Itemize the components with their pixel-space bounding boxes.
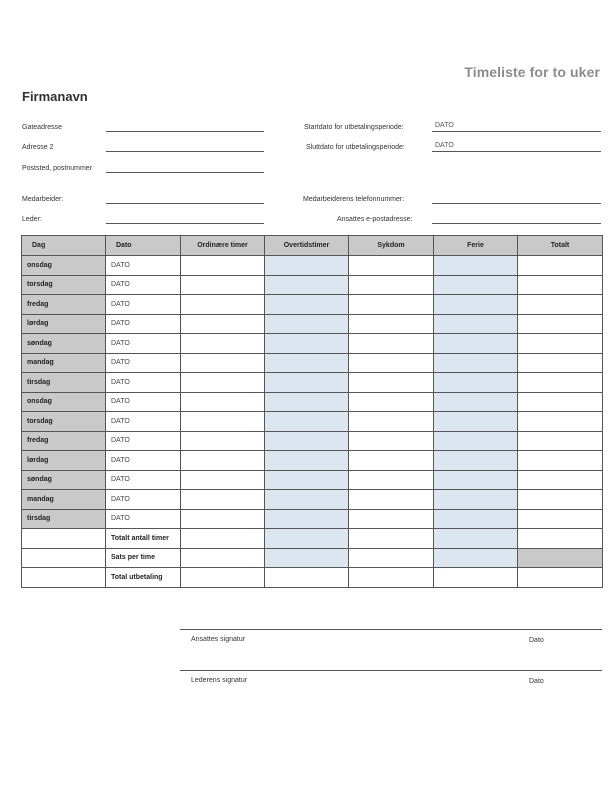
col-header-sick: Sykdom bbox=[349, 236, 434, 256]
overtime-hours-cell[interactable] bbox=[265, 451, 349, 471]
total-hours-cell[interactable] bbox=[518, 451, 603, 471]
summary-label: Sats per time bbox=[106, 548, 181, 568]
vacation-hours-cell[interactable] bbox=[434, 451, 518, 471]
overtime-hours-cell[interactable] bbox=[265, 412, 349, 432]
regular-hours-cell[interactable] bbox=[181, 295, 265, 315]
date-cell[interactable]: DATO bbox=[106, 334, 181, 354]
manager-signature-label: Lederens signatur bbox=[191, 677, 248, 684]
overtime-hours-cell[interactable] bbox=[265, 470, 349, 490]
payout-sick-cell[interactable] bbox=[349, 568, 434, 588]
sick-hours-cell[interactable] bbox=[349, 392, 434, 412]
rate-sick-cell[interactable] bbox=[349, 548, 434, 568]
total-hours-cell[interactable] bbox=[518, 412, 603, 432]
start-date-label: Startdato for utbetalingsperiode: bbox=[304, 124, 404, 131]
date-cell[interactable]: DATO bbox=[106, 412, 181, 432]
table-row bbox=[22, 373, 603, 393]
vacation-hours-cell[interactable] bbox=[434, 470, 518, 490]
vacation-hours-cell[interactable] bbox=[434, 314, 518, 334]
date-cell[interactable]: DATO bbox=[106, 353, 181, 373]
total-hours-cell[interactable] bbox=[518, 314, 603, 334]
vacation-hours-cell[interactable] bbox=[434, 334, 518, 354]
sick-hours-cell[interactable] bbox=[349, 295, 434, 315]
postal-field[interactable] bbox=[106, 172, 264, 173]
regular-hours-cell[interactable] bbox=[181, 353, 265, 373]
day-cell: fredag bbox=[22, 431, 106, 451]
regular-hours-cell[interactable] bbox=[181, 392, 265, 412]
day-cell: onsdag bbox=[22, 392, 106, 412]
postal-label: Poststed, postnummer bbox=[22, 165, 93, 172]
page-title: Timeliste for to uker bbox=[464, 64, 600, 80]
vacation-hours-cell[interactable] bbox=[434, 392, 518, 412]
sick-hours-cell[interactable] bbox=[349, 275, 434, 295]
day-cell: søndag bbox=[22, 470, 106, 490]
sick-hours-cell[interactable] bbox=[349, 412, 434, 432]
phone-field[interactable] bbox=[432, 203, 601, 204]
manager-signature-line[interactable] bbox=[180, 670, 602, 671]
regular-hours-cell[interactable] bbox=[181, 412, 265, 432]
total-sick-cell[interactable] bbox=[349, 529, 434, 549]
vacation-hours-cell[interactable] bbox=[434, 353, 518, 373]
col-header-day: Dag bbox=[22, 236, 106, 256]
end-date-field[interactable] bbox=[432, 151, 601, 152]
sick-hours-cell[interactable] bbox=[349, 334, 434, 354]
total-hours-cell[interactable] bbox=[518, 509, 603, 529]
regular-hours-cell[interactable] bbox=[181, 334, 265, 354]
col-header-overtime: Overtidstimer bbox=[265, 236, 349, 256]
date-cell[interactable]: DATO bbox=[106, 314, 181, 334]
manager-field[interactable] bbox=[106, 223, 264, 224]
date-cell[interactable]: DATO bbox=[106, 451, 181, 471]
total-hours-cell[interactable] bbox=[518, 431, 603, 451]
table-row bbox=[22, 509, 603, 529]
table-row bbox=[22, 295, 603, 315]
vacation-hours-cell[interactable] bbox=[434, 431, 518, 451]
overtime-hours-cell[interactable] bbox=[265, 392, 349, 412]
day-cell: tirsdag bbox=[22, 373, 106, 393]
vacation-hours-cell[interactable] bbox=[434, 275, 518, 295]
sick-hours-cell[interactable] bbox=[349, 314, 434, 334]
col-header-total: Totalt bbox=[518, 236, 603, 256]
company-name: Firmanavn bbox=[22, 89, 88, 104]
vacation-hours-cell[interactable] bbox=[434, 490, 518, 510]
employee-signature-date-label: Dato bbox=[529, 637, 544, 644]
timesheet-table bbox=[21, 235, 603, 588]
total-hours-cell[interactable] bbox=[518, 392, 603, 412]
regular-hours-cell[interactable] bbox=[181, 509, 265, 529]
table-header-row bbox=[22, 236, 603, 256]
summary-label: Totalt antall timer bbox=[106, 529, 181, 549]
total-hours-cell[interactable] bbox=[518, 353, 603, 373]
date-cell[interactable]: DATO bbox=[106, 431, 181, 451]
employee-signature-line[interactable] bbox=[180, 629, 602, 630]
regular-hours-cell[interactable] bbox=[181, 490, 265, 510]
regular-hours-cell[interactable] bbox=[181, 470, 265, 490]
day-cell: torsdag bbox=[22, 412, 106, 432]
vacation-hours-cell[interactable] bbox=[434, 295, 518, 315]
regular-hours-cell[interactable] bbox=[181, 256, 265, 276]
rate-overtime-cell[interactable] bbox=[265, 548, 349, 568]
date-cell[interactable]: DATO bbox=[106, 275, 181, 295]
col-header-regular: Ordinære timer bbox=[181, 236, 265, 256]
day-cell: torsdag bbox=[22, 275, 106, 295]
email-field[interactable] bbox=[432, 223, 601, 224]
start-date-value: DATO bbox=[435, 122, 454, 129]
summary-row-payout bbox=[22, 568, 603, 588]
day-cell: lørdag bbox=[22, 451, 106, 471]
total-regular-cell[interactable] bbox=[181, 529, 265, 549]
table-row bbox=[22, 275, 603, 295]
date-cell[interactable]: DATO bbox=[106, 295, 181, 315]
table-row bbox=[22, 470, 603, 490]
summary-row-total-hours bbox=[22, 529, 603, 549]
overtime-hours-cell[interactable] bbox=[265, 314, 349, 334]
employee-signature-label: Ansattes signatur bbox=[191, 636, 246, 643]
sick-hours-cell[interactable] bbox=[349, 431, 434, 451]
overtime-hours-cell[interactable] bbox=[265, 353, 349, 373]
end-date-label: Sluttdato for utbetalingsperiode: bbox=[306, 144, 405, 151]
sick-hours-cell[interactable] bbox=[349, 353, 434, 373]
overtime-hours-cell[interactable] bbox=[265, 256, 349, 276]
street-label: Gateadresse bbox=[22, 124, 63, 131]
total-hours-cell[interactable] bbox=[518, 373, 603, 393]
day-cell: lørdag bbox=[22, 314, 106, 334]
total-vacation-cell[interactable] bbox=[434, 529, 518, 549]
total-hours-cell[interactable] bbox=[518, 275, 603, 295]
regular-hours-cell[interactable] bbox=[181, 373, 265, 393]
regular-hours-cell[interactable] bbox=[181, 431, 265, 451]
table-row bbox=[22, 353, 603, 373]
vacation-hours-cell[interactable] bbox=[434, 412, 518, 432]
total-hours-cell[interactable] bbox=[518, 256, 603, 276]
overtime-hours-cell[interactable] bbox=[265, 431, 349, 451]
overtime-hours-cell[interactable] bbox=[265, 509, 349, 529]
overtime-hours-cell[interactable] bbox=[265, 490, 349, 510]
sick-hours-cell[interactable] bbox=[349, 470, 434, 490]
summary-label: Total utbetaling bbox=[106, 568, 181, 588]
regular-hours-cell[interactable] bbox=[181, 275, 265, 295]
address2-label: Adresse 2 bbox=[22, 144, 54, 151]
sick-hours-cell[interactable] bbox=[349, 256, 434, 276]
day-cell: fredag bbox=[22, 295, 106, 315]
sick-hours-cell[interactable] bbox=[349, 373, 434, 393]
table-row bbox=[22, 314, 603, 334]
table-row bbox=[22, 451, 603, 471]
date-cell[interactable]: DATO bbox=[106, 470, 181, 490]
rate-vacation-cell[interactable] bbox=[434, 548, 518, 568]
sick-hours-cell[interactable] bbox=[349, 451, 434, 471]
sick-hours-cell[interactable] bbox=[349, 490, 434, 510]
overtime-hours-cell[interactable] bbox=[265, 295, 349, 315]
table-row bbox=[22, 392, 603, 412]
day-cell: tirsdag bbox=[22, 509, 106, 529]
col-header-vacation: Ferie bbox=[434, 236, 518, 256]
date-cell[interactable]: DATO bbox=[106, 256, 181, 276]
email-label: Ansattes e-postadresse: bbox=[337, 216, 413, 223]
day-cell: onsdag bbox=[22, 256, 106, 276]
overtime-hours-cell[interactable] bbox=[265, 334, 349, 354]
address2-field[interactable] bbox=[106, 151, 264, 152]
regular-hours-cell[interactable] bbox=[181, 451, 265, 471]
start-date-field[interactable] bbox=[432, 131, 601, 132]
overtime-hours-cell[interactable] bbox=[265, 275, 349, 295]
payout-vacation-cell[interactable] bbox=[434, 568, 518, 588]
manager-label: Leder: bbox=[22, 216, 42, 223]
regular-hours-cell[interactable] bbox=[181, 314, 265, 334]
end-date-value: DATO bbox=[435, 142, 454, 149]
payout-total-cell[interactable] bbox=[518, 568, 603, 588]
total-hours-cell[interactable] bbox=[518, 470, 603, 490]
date-cell[interactable]: DATO bbox=[106, 490, 181, 510]
total-hours-cell[interactable] bbox=[518, 295, 603, 315]
employee-field[interactable] bbox=[106, 203, 264, 204]
payout-overtime-cell[interactable] bbox=[265, 568, 349, 588]
manager-signature-date-label: Dato bbox=[529, 678, 544, 685]
total-hours-cell[interactable] bbox=[518, 490, 603, 510]
table-row bbox=[22, 256, 603, 276]
rate-total-cell bbox=[518, 548, 603, 568]
col-header-date: Dato bbox=[106, 236, 181, 256]
date-cell[interactable]: DATO bbox=[106, 392, 181, 412]
total-overtime-cell[interactable] bbox=[265, 529, 349, 549]
day-cell: søndag bbox=[22, 334, 106, 354]
table-row bbox=[22, 490, 603, 510]
day-cell: mandag bbox=[22, 353, 106, 373]
vacation-hours-cell[interactable] bbox=[434, 256, 518, 276]
street-field[interactable] bbox=[106, 131, 264, 132]
table-row bbox=[22, 334, 603, 354]
date-cell[interactable]: DATO bbox=[106, 509, 181, 529]
payout-regular-cell[interactable] bbox=[181, 568, 265, 588]
vacation-hours-cell[interactable] bbox=[434, 373, 518, 393]
total-total-cell[interactable] bbox=[518, 529, 603, 549]
date-cell[interactable]: DATO bbox=[106, 373, 181, 393]
overtime-hours-cell[interactable] bbox=[265, 373, 349, 393]
vacation-hours-cell[interactable] bbox=[434, 509, 518, 529]
sick-hours-cell[interactable] bbox=[349, 509, 434, 529]
day-cell: mandag bbox=[22, 490, 106, 510]
phone-label: Medarbeiderens telefonnummer: bbox=[303, 196, 405, 203]
table-row bbox=[22, 431, 603, 451]
table-row bbox=[22, 412, 603, 432]
total-hours-cell[interactable] bbox=[518, 334, 603, 354]
rate-regular-cell[interactable] bbox=[181, 548, 265, 568]
employee-label: Medarbeider: bbox=[22, 196, 64, 203]
summary-row-rate bbox=[22, 548, 603, 568]
